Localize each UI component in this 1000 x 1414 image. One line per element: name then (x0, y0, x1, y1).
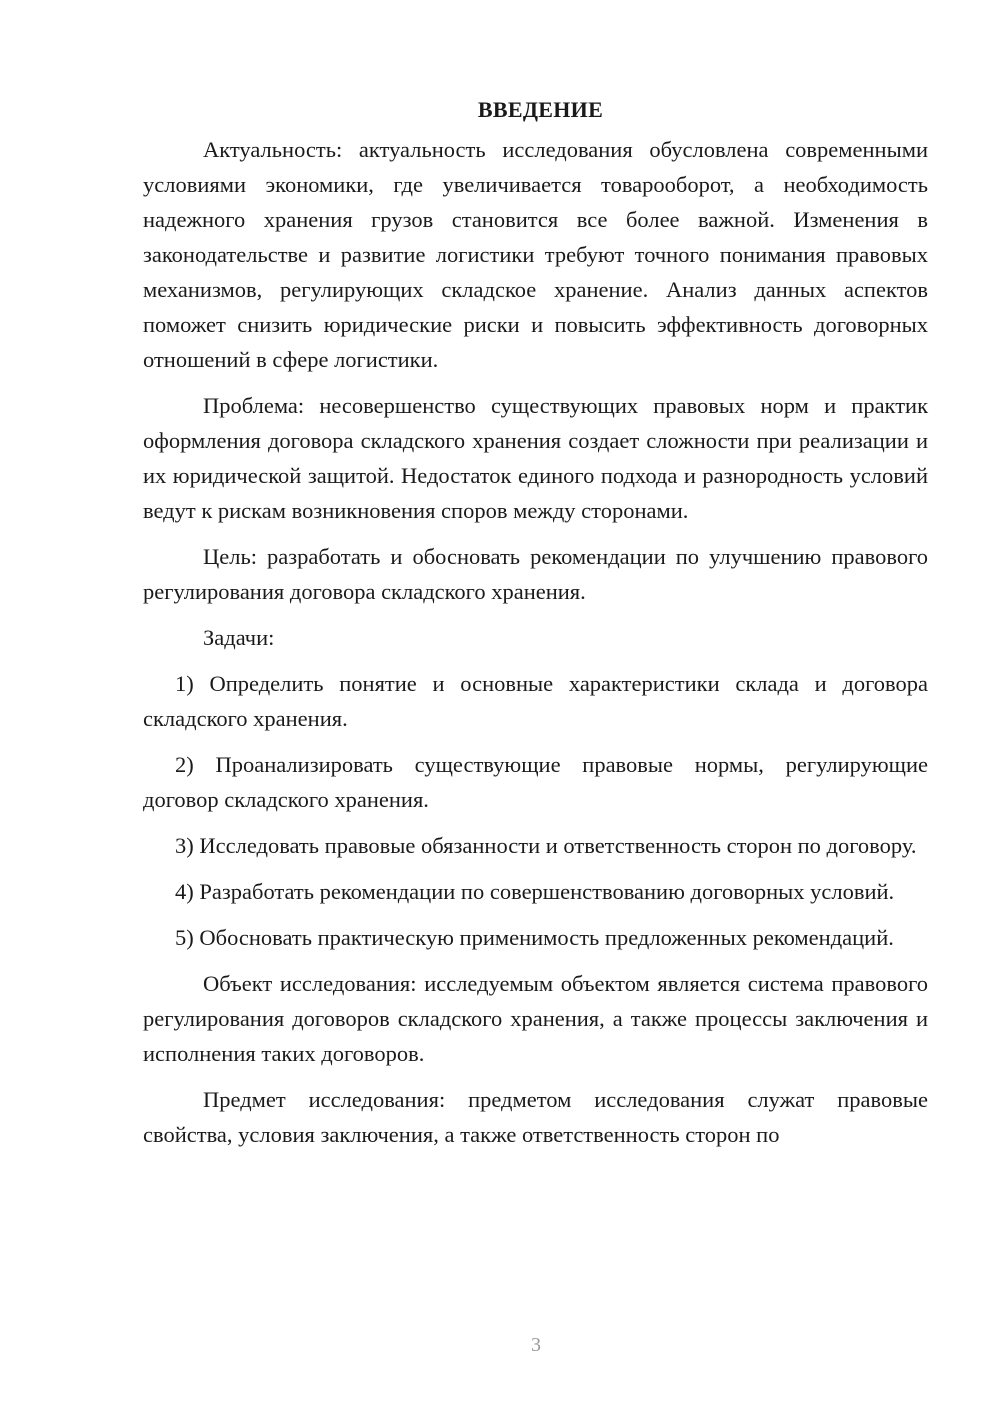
paragraph-relevance: Актуальность: актуальность исследования обусловлена современными условиями экономики, где увеличивается товарооборот, а необходимость надежного хранения грузов становится все более важной. Изменения в законодательстве и развитие логистики требуют точного понимания правовых механизмов, регулирующих складское хранение. Анализ данных аспектов поможет снизить юридические риски и повысить эффективность договорных отношений в сфере логистики. (143, 137, 928, 372)
paragraph-problem: Проблема: несовершенство существующих правовых норм и практик оформления договора складского хранения создает сложности при реализации и их юридической защитой. Недостаток единого подхода и разнородность условий ведут к рискам возникновения споров между сторонами. (143, 393, 928, 523)
paragraph-subject: Предмет исследования: предметом исследования служат правовые свойства, условия заключения, а также ответственность сторон по (143, 1087, 928, 1147)
task-item-2: 2) Проанализировать существующие правовые нормы, регулирующие договор складского хранения. (143, 752, 928, 812)
task-item-5: 5) Обосновать практическую применимость предложенных рекомендаций. (175, 925, 894, 950)
page-number: 3 (531, 1334, 541, 1356)
task-item-1: 1) Определить понятие и основные характеристики склада и договора складского хранения. (143, 671, 928, 731)
paragraph-goal: Цель: разработать и обосновать рекомендации по улучшению правового регулирования договора складского хранения. (143, 544, 928, 604)
section-title: ВВЕДЕНИЕ (477, 97, 604, 122)
tasks-heading: Задачи: (203, 625, 275, 650)
task-item-3: 3) Исследовать правовые обязанности и ответственность сторон по договору. (175, 833, 917, 858)
paragraph-object: Объект исследования: исследуемым объектом является система правового регулирования договоров складского хранения, а также процессы заключения и исполнения таких договоров. (143, 971, 928, 1066)
page-content (143, 92, 928, 1152)
task-item-4: 4) Разработать рекомендации по совершенствованию договорных условий. (175, 879, 895, 904)
